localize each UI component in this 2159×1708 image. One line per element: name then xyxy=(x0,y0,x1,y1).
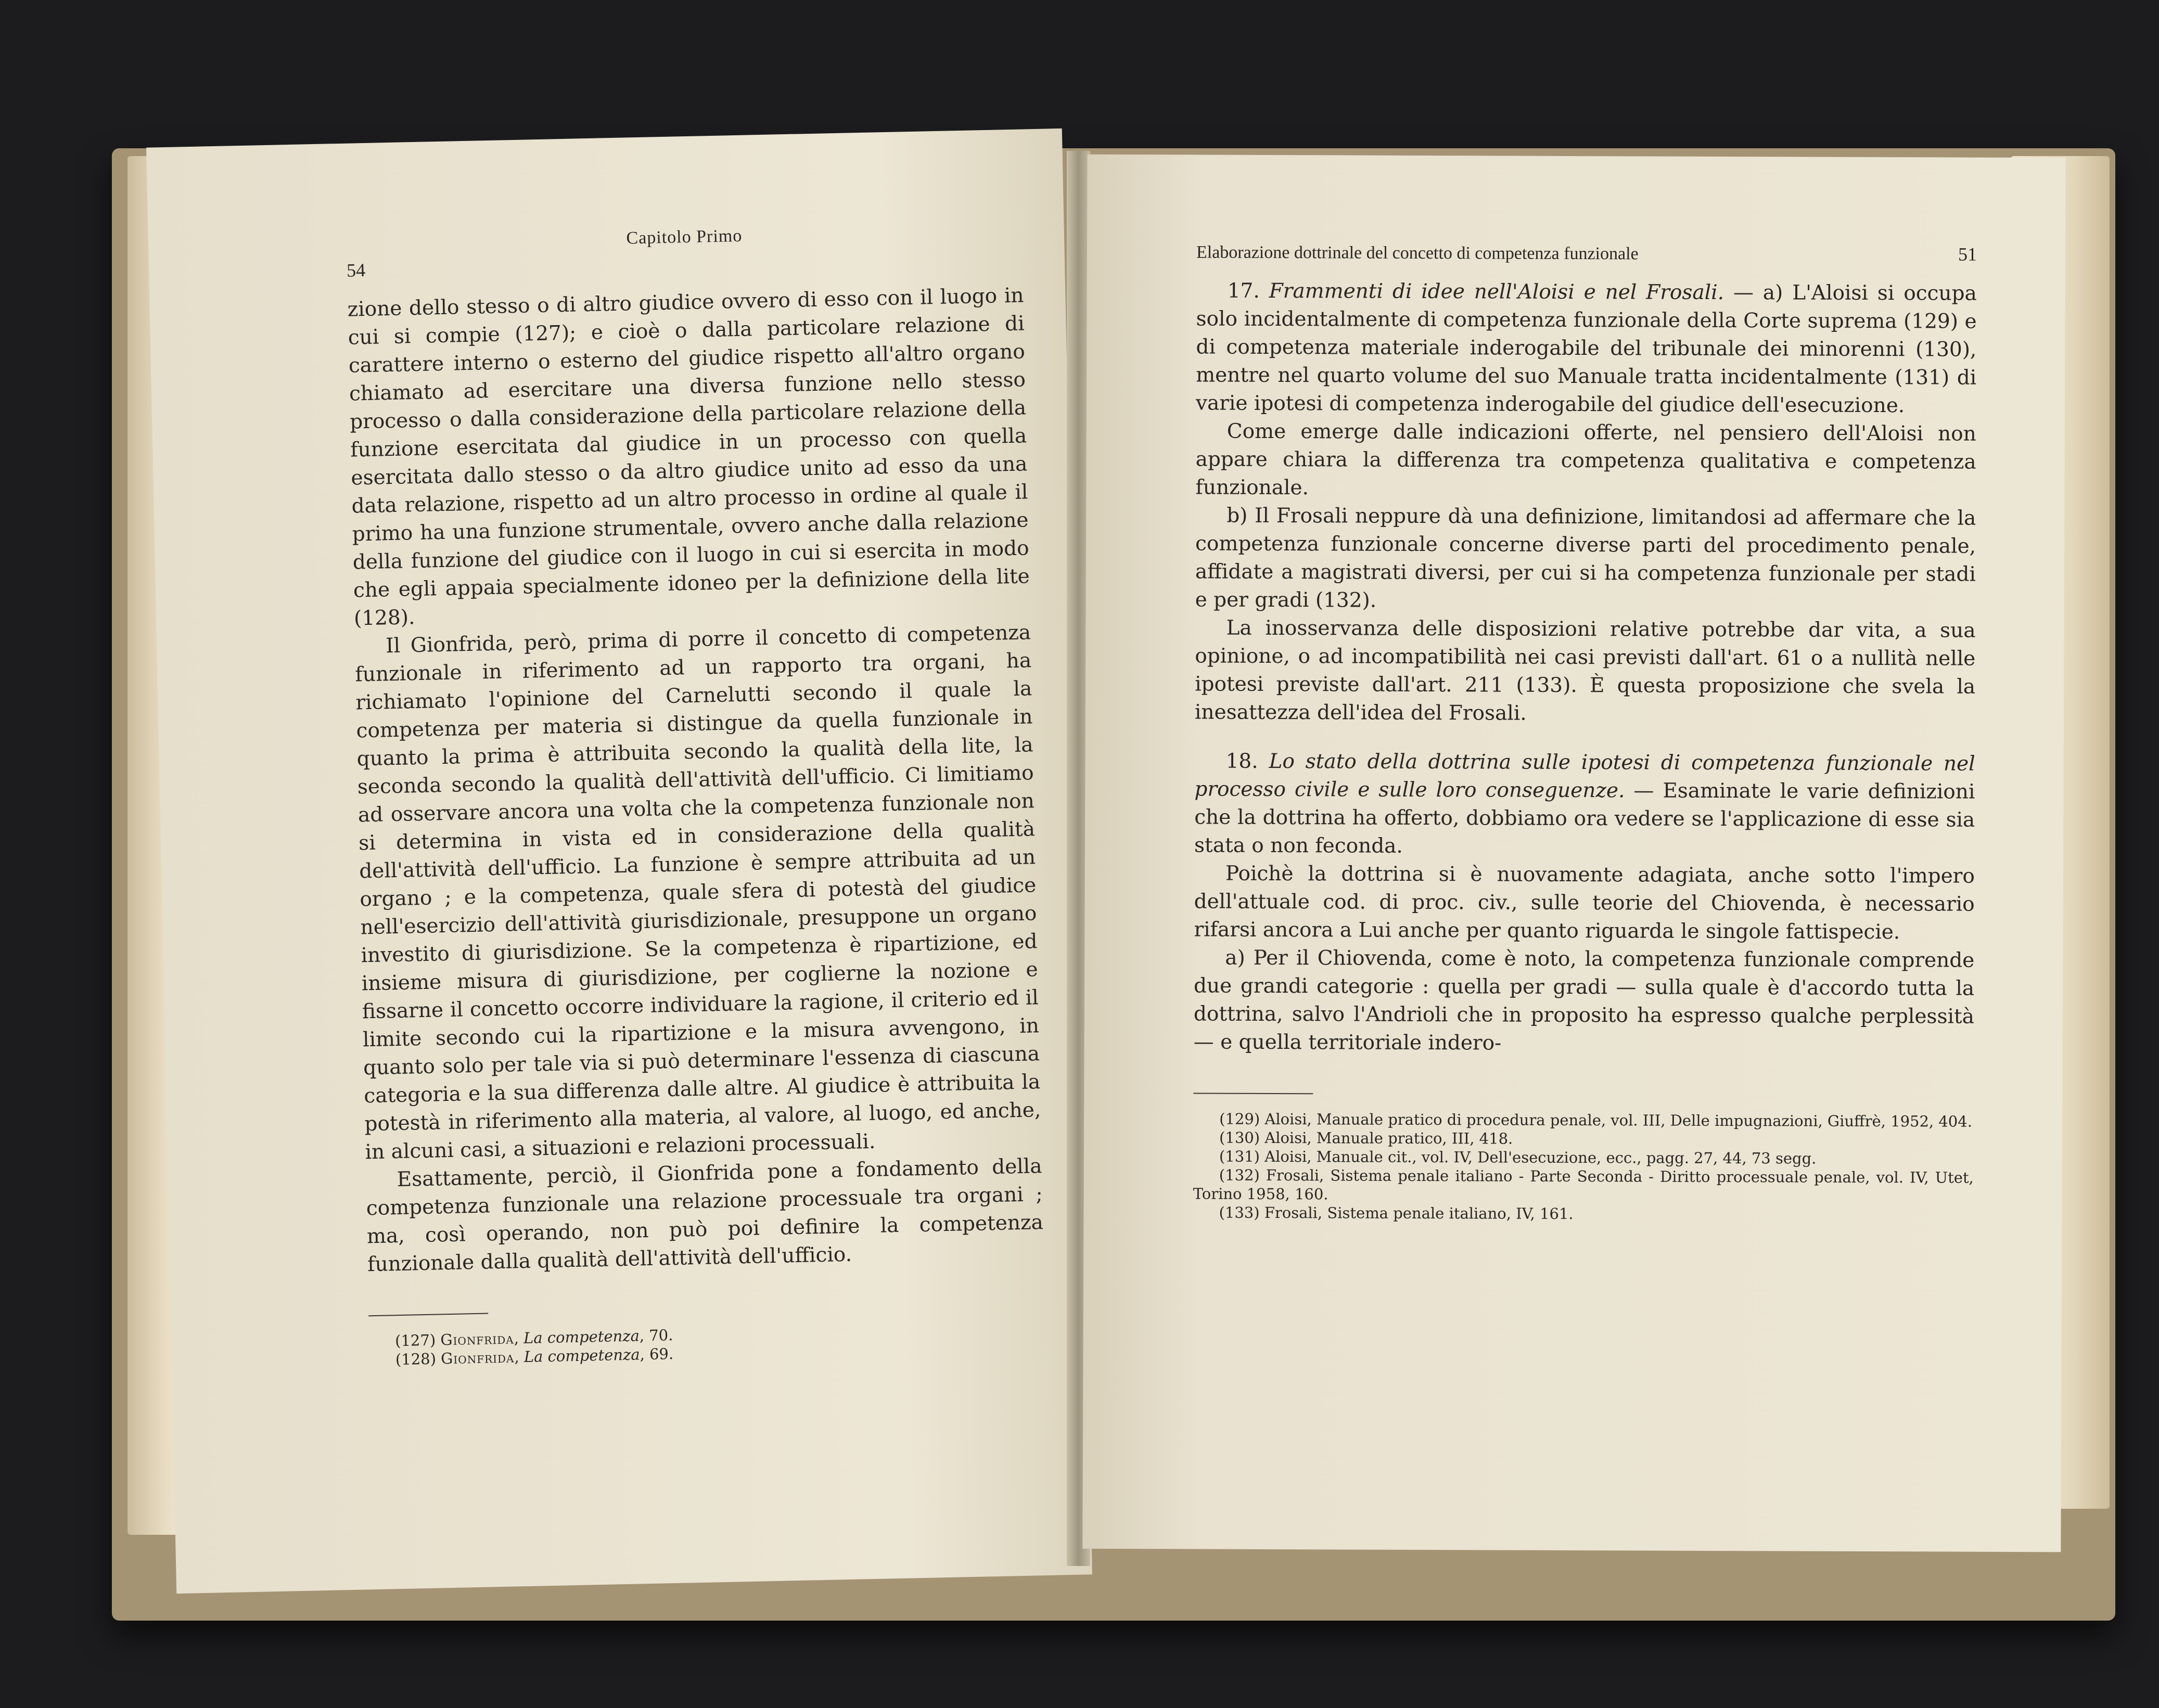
left-running-head: Capitolo Primo xyxy=(626,226,743,248)
left-footnotes xyxy=(369,1318,1046,1369)
right-paragraph: Poichè la dottrina si è nuovamente adagiata, anche sotto l'impero dell'attuale cod. di proc. civ., sulle teorie del Chiovenda, è necessario rifarsi ancora a Lui anche per quanto riguarda le singole fattispecie. xyxy=(1194,862,1975,944)
right-footnotes xyxy=(1193,1109,1974,1224)
footnote: (132) Frosali, Sistema penale italiano - Parte Seconda - Diritto processuale penale, vol. IV, Utet, Torino 1958, 160. xyxy=(1193,1166,1974,1203)
right-folio-row xyxy=(1196,240,1977,265)
left-page-number: 54 xyxy=(346,259,366,281)
section-18-paragraph xyxy=(1194,747,1975,862)
right-page xyxy=(1082,155,2065,1552)
right-paragraph: Come emerge dalle indicazioni offerte, nel pensiero dell'Aloisi non appare chiara la differenza tra competenza qualitativa e competenza funzionale. xyxy=(1195,419,1976,500)
section-17-paragraph xyxy=(1196,277,1977,420)
footnote-title: La competenza xyxy=(523,1327,640,1347)
section-17-text: — a) L'Aloisi si occupa solo incidentalmente di competenza funzionale della Corte suprema (129) e di competenza materiale inderogabile del tribunale dei minorenni (130), mentre nel quarto volume del suo Manuale tratta incidentalmente (131) di varie ipotesi di competenza inderogabile del giudice dell'esecuzione. xyxy=(1195,280,1977,418)
left-paragraph: Esattamente, perciò, il Gionfrida pone a fondamento della competenza funzionale una relazione processuale tra organi ; ma, così operando, non può poi definire la competenza funzionale dalla qualità dell'attività dell'ufficio. xyxy=(366,1154,1044,1277)
footnote-number: (128) xyxy=(395,1350,437,1369)
footnote: (131) Aloisi, Manuale cit., vol. IV, Dell'esecuzione, ecc., pagg. 27, 44, 73 segg. xyxy=(1219,1147,1817,1167)
section-17-number: 17. xyxy=(1227,279,1260,303)
footnote-ref: 69. xyxy=(649,1345,674,1363)
footnote: (130) Aloisi, Manuale pratico, III, 418. xyxy=(1219,1128,1513,1148)
footnote-author: Gionfrida xyxy=(440,1329,515,1349)
left-paragraph: Il Gionfrida, però, prima di porre il concetto di competenza funzionale in riferimento ad un rapporto tra organi, ha richiamato l'opinione del Carnelutti secondo il quale la competenza per materia si distingue da quella funzionale in quanto la prima è attribuita secondo la qualità della lite, la seconda secondo la qualità dell'attività dell'ufficio. Ci limitiamo ad osservare ancora una volta che la competenza funzionale non si determina in vista ed in considerazione della qualità dell'attività dell'ufficio. La funzione è sempre attribuita ad un organo ; e la competenza, quale sfera di potestà del giudice nell'esercizio dell'attività giurisdizionale, presuppone un organo investito di giurisdizione. Se la competenza è ripartizione, ed insieme misura di giurisdizione, per coglierne la nozione e fissarne il concetto occorre individuare la ragione, il criterio ed il limite secondo cui la ripartizione e la misura avvengono, in quanto solo per tale via si può determinare l'essenza di ciascuna categoria e la sua differenza dalle altre. Al giudice è attribuita la potestà in riferimento alla materia, al valore, al luogo, ed anche, in alcuni casi, a situazioni e relazioni processuali. xyxy=(354,621,1041,1164)
right-running-head: Elaborazione dottrinale del concetto di competenza funzionale xyxy=(1196,242,1639,264)
right-paragraph: La inosservanza delle disposizioni relative potrebbe dar vita, a sua opinione, o ad incompatibilità nei casi previsti dall'art. 61 o a nullità nelle ipotesi previste dall'art. 211 (133). È questa proposizione che svela la inesattezza dell'idea del Frosali. xyxy=(1194,616,1976,725)
right-page-number: 51 xyxy=(1958,243,1977,265)
footnote-number: (127) xyxy=(394,1331,436,1350)
left-footnote-rule xyxy=(368,1313,488,1316)
footnote-author: Gionfrida xyxy=(440,1348,515,1368)
right-paragraph: b) Il Frosali neppure dà una definizione, limitandosi ad affermare che la competenza funzionale concerne diverse parti del procedimento penale, affidate a magistrati diversi, per cui si ha competenza funzionale per stadi e per gradi (132). xyxy=(1195,504,1976,612)
footnote: (127) Gionfrida, La competenza, 70. xyxy=(394,1326,673,1350)
left-page xyxy=(146,129,1092,1594)
right-footnote-rule xyxy=(1193,1093,1313,1094)
section-18-title: Lo stato della dottrina sulle ipotesi di competenza funzionale nel processo civile e sulle loro conseguenze. xyxy=(1194,749,1975,803)
left-body-text xyxy=(347,281,1044,1279)
footnote: (133) Frosali, Sistema penale italiano, IV, 161. xyxy=(1219,1203,1574,1223)
section-18-number: 18. xyxy=(1225,749,1258,773)
left-paragraph: zione dello stesso o di altro giudice ovvero di esso con il luogo in cui si compie (127); e cioè o dalla particolare relazione di carattere interno o esterno del giudice rispetto all'altro organo chiamato ad esercitare una diversa funzione nello stesso processo o dalla considerazione della particolare relazione della funzione esercitata dal giudice in un processo con quella esercitata dallo stesso o da altro giudice unito ad esso da una data relazione, rispetto ad un altro processo in ordine al quale il primo ha una funzione strumentale, ovvero anche dalla relazione della funzione del giudice con il luogo in cui si esercita in modo che egli appaia specialmente idoneo per la definizione della lite (128). xyxy=(347,284,1030,631)
right-body-text xyxy=(1194,277,1977,1059)
right-paragraph: a) Per il Chiovenda, come è noto, la competenza funzionale comprende due grandi categorie : quella per gradi — sulla quale è d'accordo tutta la dottrina, salvo l'Andrioli che in proposito ha espresso qualche perplessità — e quella territoriale indero- xyxy=(1193,946,1975,1055)
section-17-title: Frammenti di idee nell'Aloisi e nel Frosali. xyxy=(1269,279,1724,304)
footnote-ref: 70. xyxy=(648,1326,673,1344)
section-18-text: — Esaminate le varie definizioni che la dottrina ha offerto, dobbiamo ora vedere se l'applicazione di esse sia stata o non feconda. xyxy=(1194,779,1975,858)
footnote-title: La competenza xyxy=(523,1345,640,1366)
footnote: (128) Gionfrida, La competenza, 69. xyxy=(395,1345,674,1369)
footnote: (129) Aloisi, Manuale pratico di procedura penale, vol. III, Delle impugnazioni, Giuffrè, 1952, 404. xyxy=(1219,1110,1973,1131)
